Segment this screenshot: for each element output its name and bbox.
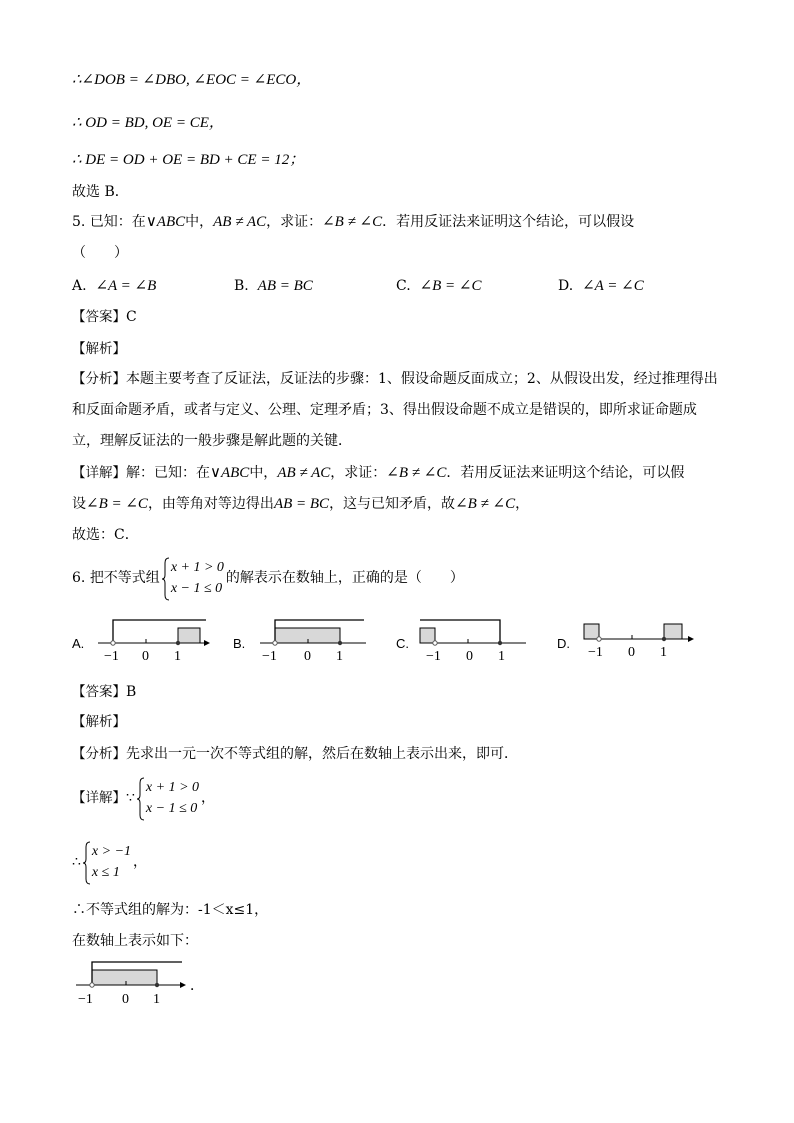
q6-answer <box>72 682 136 702</box>
q5-option-c <box>396 276 482 296</box>
q6-result-system <box>83 841 131 883</box>
left-brace-icon <box>83 841 91 885</box>
q5-option-a <box>72 276 156 296</box>
q6-detail: 【详解】∵ x + 1 > 0 x − 1 ≤ 0 ， <box>72 776 215 820</box>
q6-solved-system: ∴ x > −1 x ≤ 1 ， <box>72 840 147 884</box>
derived-equality: AB = BC <box>273 496 330 512</box>
q5-detail-triangle: ∨ABC <box>210 465 250 481</box>
system-row-1: x + 1 > 0 <box>145 780 200 795</box>
q5-detail-line-2 <box>72 494 529 514</box>
q6-stem <box>72 557 464 599</box>
detail-text: ．若用反证法来证明这个结论，可以假 <box>446 465 685 481</box>
option-text: ∠A = ∠B <box>95 278 157 294</box>
q5-option-b <box>234 276 313 296</box>
option-label: B. <box>234 278 249 294</box>
closed-point <box>498 641 502 645</box>
shaded-region <box>92 970 157 985</box>
q6-final-number-line <box>72 958 212 1008</box>
closed-point <box>662 637 666 641</box>
q5-detail-condition: AB ≠ AC <box>277 465 331 481</box>
system-row-2: x ≤ 1 <box>91 865 120 880</box>
choose-line-q4: 故选 B． <box>72 184 129 200</box>
derivation-line-2: ∴ OD = BD, OE = CE， <box>72 115 224 131</box>
q6-option-label-d: D. <box>557 636 570 651</box>
detail-text: ，由等角对等边得出 <box>147 496 274 512</box>
arrow-icon <box>688 636 694 642</box>
detail-text: 设 <box>72 496 86 512</box>
q5-option-d <box>558 276 644 296</box>
tick-label: −1 <box>78 992 93 1007</box>
system-row-1: x > −1 <box>91 844 132 859</box>
shaded-region-right <box>664 624 682 639</box>
system-row-2: x − 1 ≤ 0 <box>145 801 198 816</box>
tick-label: 0 <box>142 649 149 664</box>
tick-label: 1 <box>336 649 343 664</box>
final-period: ． <box>190 979 204 994</box>
answer-value: B <box>126 684 137 700</box>
tick-label: 0 <box>628 645 635 660</box>
answer-tag: 【答案】 <box>72 684 126 700</box>
tick-label: 1 <box>174 649 181 664</box>
analysis-text: 先求出一元一次不等式组的解，然后在数轴上表示出来，即可． <box>126 746 518 762</box>
q6-number-line-a <box>94 614 214 664</box>
closed-point <box>155 983 159 987</box>
detail-text: 中， <box>249 465 278 481</box>
derivation-line-1: ∴∠DOB = ∠DBO, ∠EOC = ∠ECO， <box>72 72 312 88</box>
open-point <box>433 641 437 645</box>
arrow-icon <box>204 640 210 646</box>
closed-point <box>338 641 342 645</box>
therefore-symbol: ∴ <box>72 854 81 870</box>
q5-detail-goal: ∠B ≠ ∠C <box>386 465 447 481</box>
q5-detail-line-1 <box>72 463 684 483</box>
detail-text: ，求证： <box>330 465 387 481</box>
q6-number-line-b <box>256 614 376 664</box>
q5-number: 5. <box>72 214 86 230</box>
q6-show-on-axis: 在数轴上表示如下： <box>72 933 198 949</box>
option-text: ∠B = ∠C <box>419 278 482 294</box>
analysis-tag: 【分析】 <box>72 371 126 387</box>
q5-stem <box>72 212 634 232</box>
detail-tag: 【详解】 <box>72 790 126 806</box>
detail-text: ， <box>515 496 530 512</box>
shaded-region <box>178 628 200 643</box>
q6-option-label-c: C. <box>396 636 409 651</box>
option-text: AB = BC <box>257 278 313 294</box>
tick-label: −1 <box>588 645 603 660</box>
q6-solution: ∴不等式组的解为：-1＜x≤1， <box>72 902 269 918</box>
because-symbol: ∵ <box>126 790 135 806</box>
tick-label: 0 <box>122 992 129 1007</box>
system-row-1: x + 1 > 0 <box>170 560 224 575</box>
open-point <box>111 641 115 645</box>
q5-stem-text-a: 已知：在 <box>89 214 146 230</box>
open-point <box>90 983 94 987</box>
q5-condition: AB ≠ AC <box>213 214 267 230</box>
open-point <box>273 641 277 645</box>
q5-stem-text-b: 中， <box>185 214 214 230</box>
q5-choose: 故选：C． <box>72 527 139 543</box>
arrow-icon <box>180 982 186 988</box>
tick-label: 0 <box>466 649 473 664</box>
open-point <box>597 637 601 641</box>
tick-label: 0 <box>304 649 311 664</box>
tick-label: 1 <box>498 649 505 664</box>
q5-jiexi-tag: 【解析】 <box>72 341 126 357</box>
q5-stem-text-d: ．若用反证法来证明这个结论，可以假设 <box>382 214 635 230</box>
q5-analysis-line-3: 立，理解反证法的一般步骤是解此题的关键． <box>72 433 352 449</box>
closed-point <box>176 641 180 645</box>
q5-goal: ∠B ≠ ∠C <box>322 214 383 230</box>
q6-inequality-system <box>162 557 224 599</box>
q6-jiexi-tag: 【解析】 <box>72 714 126 730</box>
q6-number-line-c <box>416 614 536 664</box>
q6-option-label-a: A. <box>72 636 85 651</box>
option-label: A. <box>72 278 87 294</box>
q5-analysis-line-1 <box>72 369 718 389</box>
conclusion: ∠B ≠ ∠C <box>455 496 516 512</box>
detail-text: ，这与已知矛盾，故 <box>329 496 456 512</box>
q6-number: 6. <box>72 570 86 586</box>
q5-paren: （ ） <box>72 245 128 261</box>
tick-label: 1 <box>153 992 160 1007</box>
analysis-tag: 【分析】 <box>72 746 126 762</box>
detail-tag: 【详解】 <box>72 465 126 481</box>
tick-label: −1 <box>104 649 119 664</box>
answer-tag: 【答案】 <box>72 309 126 325</box>
tick-label: −1 <box>262 649 277 664</box>
option-text: ∠A = ∠C <box>582 278 644 294</box>
shaded-region <box>420 628 435 643</box>
q5-triangle: ∨ABC <box>145 214 186 230</box>
tick-label: 1 <box>660 645 667 660</box>
q5-analysis-line-2: 和反面命题矛盾，或者与定义、公理、定理矛盾；3、得出假设命题不成立是错误的，即所求证命题成 <box>72 402 697 418</box>
option-label: C. <box>396 278 411 294</box>
tick-label: −1 <box>426 649 441 664</box>
derivation-line-3: ∴ DE = OD + OE = BD + CE = 12； <box>72 152 305 168</box>
analysis-text: 本题主要考查了反证法，反证法的步骤：1、假设命题反面成立；2、从假设出发，经过推理得出 <box>126 371 718 387</box>
assumption: ∠B = ∠C <box>86 496 148 512</box>
q6-analysis <box>72 744 518 764</box>
left-brace-icon <box>162 557 170 601</box>
q5-answer <box>72 307 137 327</box>
left-brace-icon <box>137 777 145 821</box>
q6-stem-text-b: 的解表示在数轴上，正确的是（ ） <box>225 570 464 586</box>
q6-detail-system <box>137 777 199 819</box>
q6-stem-text-a: 把不等式组 <box>89 570 160 586</box>
q5-stem-text-c: ，求证： <box>266 214 323 230</box>
shaded-region-left <box>584 624 599 639</box>
answer-value: C <box>126 309 137 325</box>
detail-text: 解：已知：在 <box>126 465 210 481</box>
option-label: D. <box>558 278 574 294</box>
q6-number-line-d <box>580 614 700 664</box>
system-row-2: x − 1 ≤ 0 <box>170 581 223 596</box>
q6-option-label-b: B. <box>233 636 246 651</box>
